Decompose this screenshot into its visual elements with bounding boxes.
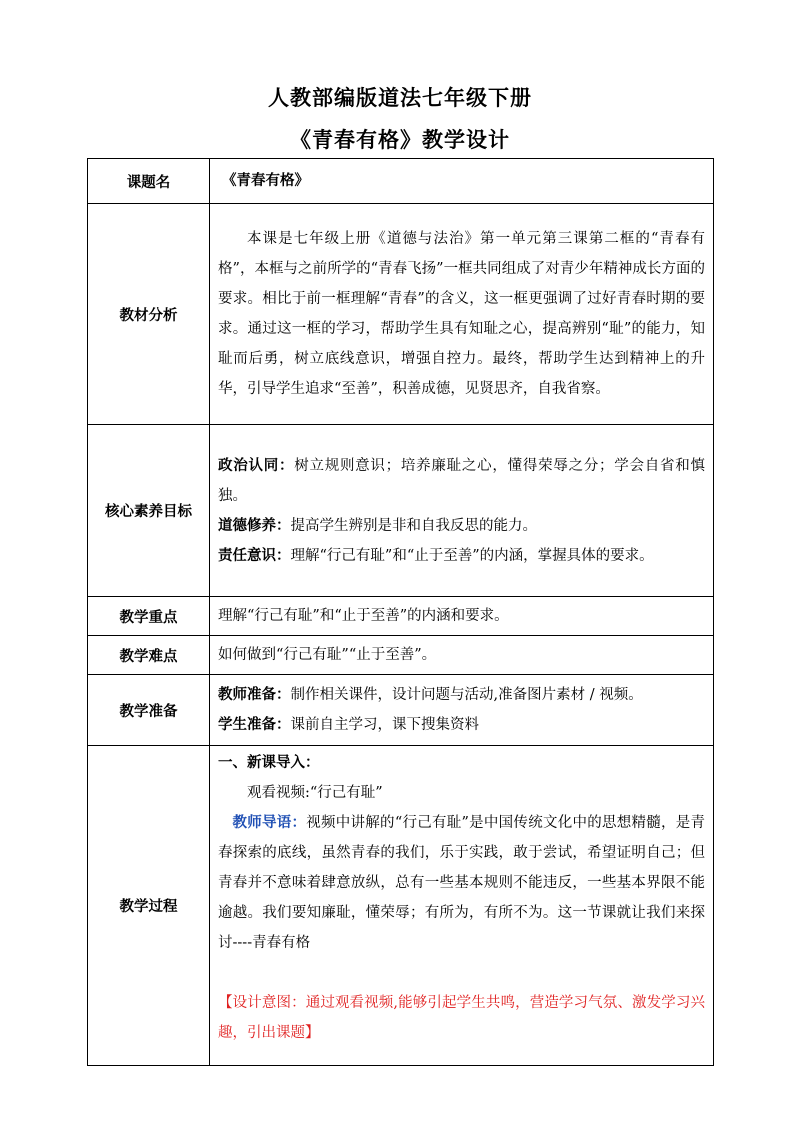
process-label: 教学过程 <box>88 746 210 1066</box>
process-content <box>210 746 714 1066</box>
table-row-difficulties <box>88 636 714 675</box>
table-row-process <box>88 746 714 1066</box>
preparation-label: 教学准备 <box>88 675 210 746</box>
goal-key: 政治认同： <box>218 456 295 474</box>
topic-value: 《青春有格》 <box>210 159 714 204</box>
goal-item <box>218 451 705 511</box>
process-teacher-paragraph <box>218 808 705 958</box>
process-video-line: 观看视频:“行己有耻” <box>247 785 383 801</box>
goal-item <box>218 541 705 571</box>
prep-item <box>218 680 705 710</box>
table-row-key-points <box>88 597 714 636</box>
table-row-preparation <box>88 675 714 746</box>
goal-text: 理解“行己有耻”和“止于至善”的内涵，掌握具体的要求。 <box>290 547 654 564</box>
lesson-plan-table <box>87 158 714 1066</box>
prep-text: 制作相关课件，设计问题与活动,准备图片素材 / 视频。 <box>290 687 643 703</box>
goals-content <box>210 425 714 597</box>
table-row-topic <box>88 159 714 204</box>
teacher-intro-key: 教师导语： <box>232 814 307 831</box>
table-row-analysis <box>88 204 714 425</box>
prep-item <box>218 710 705 740</box>
document-title: 人教部编版道法七年级下册 <box>268 85 532 110</box>
key-points-label: 教学重点 <box>88 597 210 636</box>
topic-label: 课题名 <box>88 159 210 204</box>
difficulties-label: 教学难点 <box>88 636 210 675</box>
goal-text: 提高学生辨别是非和自我反思的能力。 <box>290 517 537 534</box>
analysis-label: 教材分析 <box>88 204 210 425</box>
goal-key: 道德修养： <box>218 516 291 534</box>
teacher-intro-text: 视频中讲解的“行己有耻”是中国传统文化中的思想精髓，是青春探索的底线，虽然青春的我们，乐于实践，敢于尝试，希望证明自己；但青春并不意味着肆意放纵，总有一些基本规则不能违反，一些基本界限不能逾越。我们要知廉耻，懂荣辱；有所为，有所不为。这一节课就让我们来探讨----青春有格 <box>218 815 705 951</box>
prep-text: 课前自主学习，课下搜集资料 <box>290 717 479 733</box>
key-points-text: 理解“行己有耻”和“止于至善”的内涵和要求。 <box>210 597 714 636</box>
difficulties-text: 如何做到“行己有耻”“止于至善”。 <box>210 636 714 675</box>
document-subtitle: 《青春有格》教学设计 <box>290 127 510 152</box>
prep-key: 教师准备： <box>218 686 291 703</box>
table-row-goals <box>88 425 714 597</box>
goal-key: 责任意识： <box>218 546 291 564</box>
blank-line <box>218 958 705 988</box>
process-section-title: 一、新课导入： <box>218 754 320 771</box>
goal-text: 树立规则意识；培养廉耻之心，懂得荣辱之分；学会自省和慎独。 <box>218 457 706 504</box>
preparation-content <box>210 675 714 746</box>
goals-label: 核心素养目标 <box>88 425 210 597</box>
analysis-text: 本课是七年级上册《道德与法治》第一单元第三课第二框的“青春有格”，本框与之前所学的“青春飞扬”一框共同组成了对青少年精神成长方面的要求。相比于前一框理解“青春”的含义，这一框更强调了过好青春时期的要求。通过这一框的学习，帮助学生具有知耻之心，提高辨别“耻”的能力，知耻而后勇，树立底线意识，增强自控力。最终，帮助学生达到精神上的升华，引导学生追求“至善”，积善成德，见贤思齐，自我省察。 <box>210 204 714 425</box>
goal-item <box>218 511 705 541</box>
prep-key: 学生准备： <box>218 716 291 733</box>
design-intent: 【设计意图：通过观看视频,能够引起学生共鸣，营造学习气氛、激发学习兴趣，引出课题】 <box>218 995 705 1041</box>
